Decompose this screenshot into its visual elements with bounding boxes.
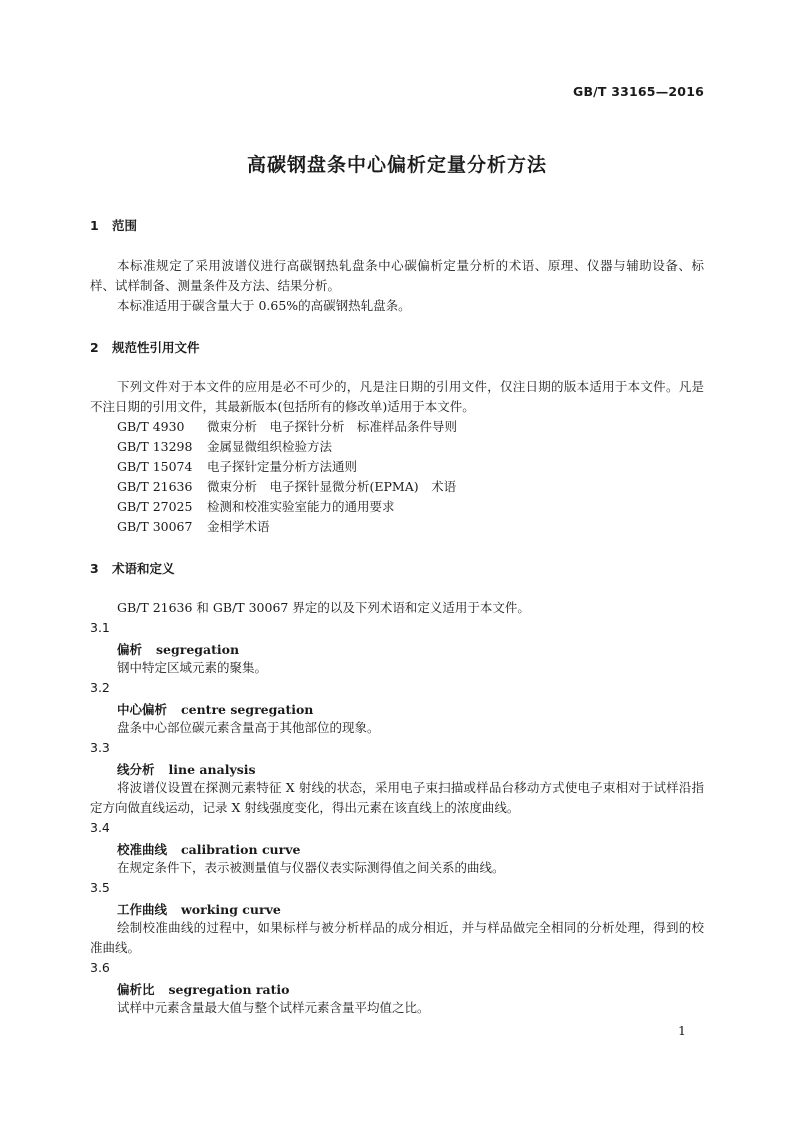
reference-item xyxy=(117,417,457,437)
reference-code: GB/T 30067 xyxy=(117,519,193,534)
term-name xyxy=(117,700,313,718)
term-chinese: 偏析 xyxy=(117,642,143,657)
term-name xyxy=(117,760,256,778)
section-heading-terms-definitions xyxy=(90,559,175,577)
term-definition: 钢中特定区域元素的聚集。 xyxy=(117,660,268,675)
term-name xyxy=(117,640,239,658)
reference-code: GB/T 15074 xyxy=(117,459,193,474)
reference-code: GB/T 21636 xyxy=(117,479,193,494)
paragraph: 本标准规定了采用波谱仪进行高碳钢热轧盘条中心碳偏析定量分析的术语、原理、仪器与辅助设备、标样、试样制备、测量条件及方法、结果分析。 xyxy=(90,258,704,293)
reference-item xyxy=(117,477,456,497)
paragraph: 本标准适用于碳含量大于 0.65%的高碳钢热轧盘条。 xyxy=(117,298,411,313)
term-number: 3.6 xyxy=(90,960,110,975)
term-number: 3.1 xyxy=(90,620,110,635)
reference-item xyxy=(117,517,270,537)
reference-title: 金属显微组织检验方法 xyxy=(207,439,333,454)
reference-title: 微束分析 电子探针显微分析(EPMA) 术语 xyxy=(207,479,457,494)
paragraph: GB/T 21636 和 GB/T 30067 界定的以及下列术语和定义适用于本文件。 xyxy=(117,600,530,615)
term-english: segregation ratio xyxy=(168,982,290,997)
term-english: calibration curve xyxy=(181,842,301,857)
reference-code: GB/T 4930 xyxy=(117,419,185,434)
reference-item xyxy=(117,497,395,517)
term-definition: 试样中元素含量最大值与整个试样元素含量平均值之比。 xyxy=(117,1000,430,1015)
reference-code: GB/T 13298 xyxy=(117,439,193,454)
section-heading-normative-references xyxy=(90,338,200,356)
reference-item xyxy=(117,437,332,457)
term-name xyxy=(117,840,300,858)
term-chinese: 中心偏析 xyxy=(117,702,168,717)
term-definition: 绘制校准曲线的过程中，如果标样与被分析样品的成分相近，并与样品做完全相同的分析处理，得到的校准曲线。 xyxy=(90,920,704,955)
reference-title: 电子探针定量分析方法通则 xyxy=(207,459,358,474)
reference-title: 微束分析 电子探针分析 标准样品条件导则 xyxy=(207,419,458,434)
standard-code: GB/T 33165—2016 xyxy=(572,84,704,99)
term-name xyxy=(117,980,289,998)
term-number: 3.5 xyxy=(90,880,110,895)
reference-code: GB/T 27025 xyxy=(117,499,193,514)
reference-item xyxy=(117,457,357,477)
term-number: 3.2 xyxy=(90,680,110,695)
term-chinese: 工作曲线 xyxy=(117,902,168,917)
section-heading-scope xyxy=(90,216,137,234)
term-english: segregation xyxy=(156,642,240,657)
term-chinese: 线分析 xyxy=(117,762,155,777)
term-english: working curve xyxy=(181,902,281,917)
page-number: 1 xyxy=(678,1023,686,1038)
term-name xyxy=(117,900,281,918)
document-title: 高碳钢盘条中心偏析定量分析方法 xyxy=(246,154,547,176)
term-english: line analysis xyxy=(168,762,256,777)
paragraph: 下列文件对于本文件的应用是必不可少的，凡是注日期的引用文件，仅注日期的版本适用于本文件。凡是不注日期的引用文件，其最新版本(包括所有的修改单)适用于本文件。 xyxy=(90,379,704,414)
term-chinese: 校准曲线 xyxy=(117,842,168,857)
term-chinese: 偏析比 xyxy=(117,982,155,997)
section-number: 3 xyxy=(90,561,99,576)
section-title: 范围 xyxy=(112,218,138,233)
section-title: 规范性引用文件 xyxy=(112,340,200,355)
reference-title: 金相学术语 xyxy=(207,519,270,534)
section-number: 2 xyxy=(90,340,99,355)
reference-title: 检测和校准实验室能力的通用要求 xyxy=(207,499,395,514)
section-title: 术语和定义 xyxy=(112,561,175,576)
term-english: centre segregation xyxy=(181,702,314,717)
term-number: 3.4 xyxy=(90,820,110,835)
term-definition: 盘条中心部位碳元素含量高于其他部位的现象。 xyxy=(117,720,380,735)
section-number: 1 xyxy=(90,218,99,233)
term-definition: 将波谱仪设置在探测元素特征 X 射线的状态，采用电子束扫描或样品台移动方式使电子束相对于试样沿指定方向做直线运动，记录 X 射线强度变化，得出元素在该直线上的浓度曲线。 xyxy=(90,780,704,815)
term-definition: 在规定条件下，表示被测量值与仪器仪表实际测得值之间关系的曲线。 xyxy=(117,860,505,875)
term-number: 3.3 xyxy=(90,740,110,755)
